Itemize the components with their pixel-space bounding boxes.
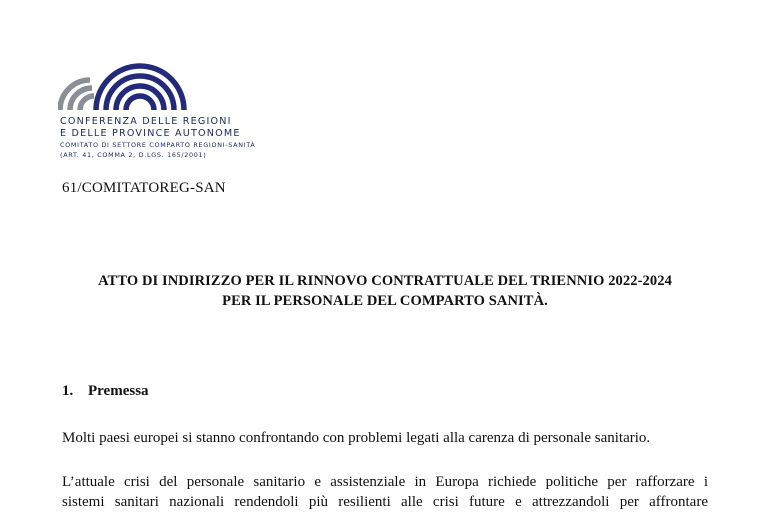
- section-title: Premessa: [88, 383, 149, 399]
- document-title-line-2: PER IL PERSONALE DEL COMPARTO SANITÀ.: [222, 293, 548, 309]
- paragraph-2-line-1: L’attuale crisi del personale sanitario e assistenziale in Europa richiede politiche per rafforzare i: [62, 474, 708, 490]
- logo-line-4: (ART. 41, COMMA 2, D.LGS. 165/2001): [60, 151, 207, 159]
- logo-text: [60, 116, 255, 160]
- logo-line-1: CONFERENZA DELLE REGIONI: [60, 116, 232, 127]
- paragraph-1: Molti paesi europei si stanno confrontando con problemi legati alla carenza di personale sanitario.: [62, 430, 651, 446]
- paragraph-2-line-2: sistemi sanitari nazionali rendendoli più resilienti alle crisi future e attrezzandoli per affrontare: [62, 494, 708, 510]
- logo-line-3: COMITATO DI SETTORE COMPARTO REGIONI-SANITÀ: [60, 141, 256, 149]
- section-number: 1.: [62, 383, 74, 399]
- arc-emblem-icon: [58, 52, 188, 110]
- document-title-line-1: ATTO DI INDIRIZZO PER IL RINNOVO CONTRATTUALE DEL TRIENNIO 2022-2024: [98, 273, 672, 289]
- section-heading: [62, 383, 149, 400]
- logo-line-2: E DELLE PROVINCE AUTONOME: [60, 128, 241, 139]
- protocol-number: 61/COMITATOREG-SAN: [62, 180, 226, 196]
- conference-logo: [58, 52, 328, 170]
